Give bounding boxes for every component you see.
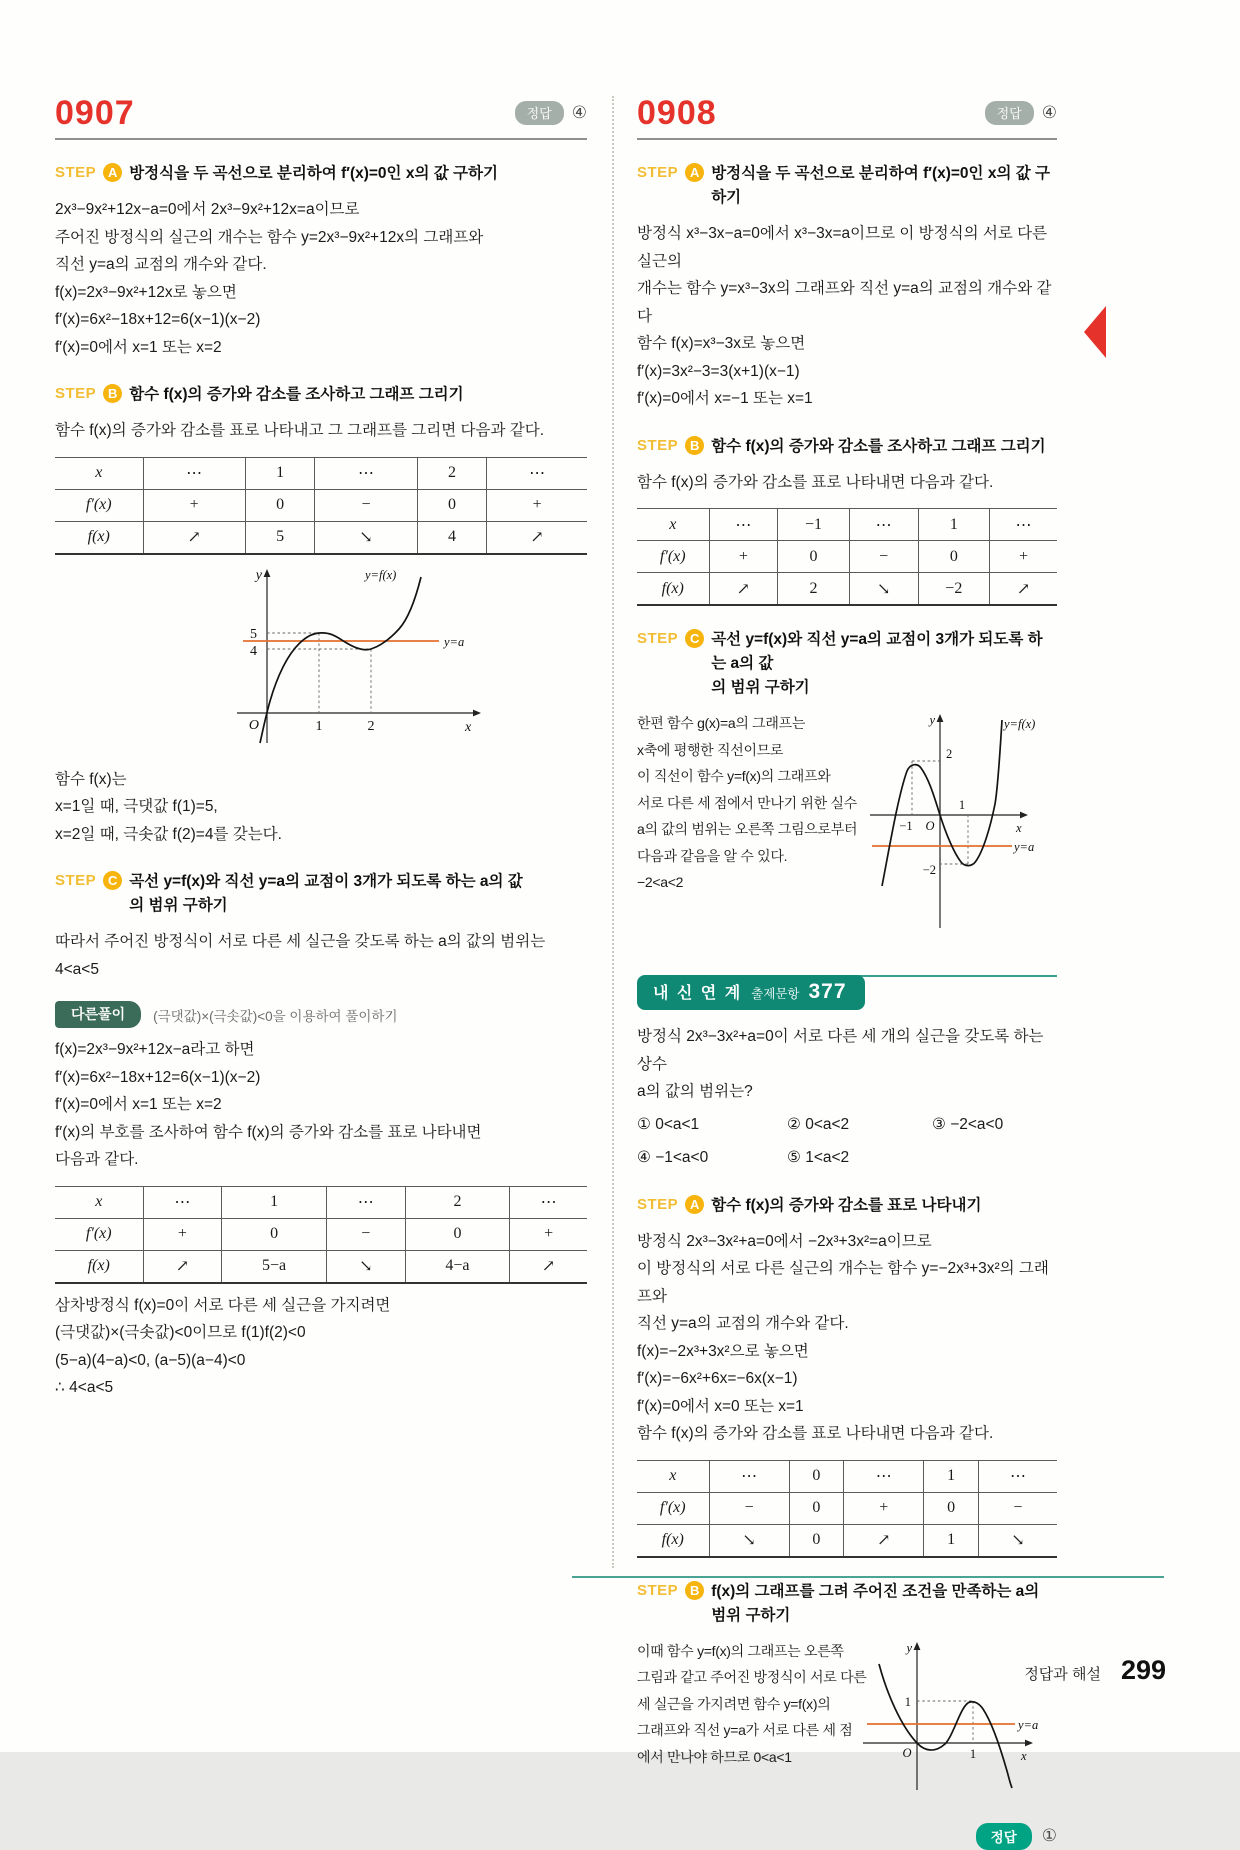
text-line: 에서 만나야 하므로 0<a<1 bbox=[637, 1748, 792, 1765]
table-cell: ↗ bbox=[143, 521, 245, 554]
choice-item: ① 0<a<1 bbox=[637, 1115, 700, 1133]
text-line: 함수 f(x)의 증가와 감소를 표로 나타내면 다음과 같다. bbox=[637, 1425, 994, 1442]
problem-number: 0907 bbox=[55, 94, 135, 132]
alt-solution-badge: 다른풀이 bbox=[55, 1001, 141, 1028]
table-cell: 0 bbox=[405, 1218, 509, 1250]
step-a-heading bbox=[637, 162, 1057, 210]
table-header-cell: f′(x) bbox=[637, 541, 709, 573]
graph-label: 2 bbox=[367, 718, 375, 734]
table-cell: 1 bbox=[245, 457, 315, 489]
line-label: y=a bbox=[1014, 840, 1035, 854]
table-row bbox=[55, 489, 587, 521]
badge-name: 내 신 연 계 bbox=[653, 985, 743, 1002]
table-cell: 2 bbox=[417, 457, 487, 489]
text-line: 따라서 주어진 방정식이 서로 다른 세 실근을 갖도록 하는 a의 값의 범위는 bbox=[55, 933, 546, 950]
answer-badge bbox=[515, 101, 587, 130]
table-cell: + bbox=[510, 1218, 587, 1250]
step-label: STEP bbox=[637, 1195, 679, 1213]
step-letter-badge: C bbox=[685, 629, 704, 648]
table-cell: − bbox=[315, 489, 417, 521]
step-a-heading bbox=[637, 1194, 1057, 1218]
table-header-cell: f(x) bbox=[55, 1250, 143, 1283]
line-label: y=a bbox=[1018, 1717, 1039, 1732]
step-label: STEP bbox=[55, 872, 97, 889]
page-footer bbox=[1024, 1655, 1166, 1686]
table-cell: ↗ bbox=[990, 573, 1057, 606]
answer-choice: ④ bbox=[1041, 103, 1057, 122]
text-line: f(x)=−2x³+3x²으로 놓으면 bbox=[637, 1342, 809, 1360]
table-cell: + bbox=[844, 1492, 924, 1524]
text-line: 이 방정식의 서로 다른 실근의 개수는 함수 y=−2x³+3x²의 그래프와 bbox=[637, 1260, 1049, 1305]
table-cell: ↘ bbox=[326, 1250, 405, 1283]
text-line: 다음과 같음을 알 수 있다. bbox=[637, 847, 788, 864]
increase-decrease-table-2 bbox=[55, 1186, 587, 1284]
step-letter-badge: A bbox=[685, 1195, 704, 1214]
table-header-cell: x bbox=[55, 1186, 143, 1218]
text-line: x=1일 때, 극댓값 f(1)=5, bbox=[55, 798, 218, 815]
text-line: f′(x)=6x²−18x+12=6(x−1)(x−2) bbox=[55, 1068, 261, 1086]
table-row bbox=[637, 1492, 1057, 1524]
text-line: 그림과 같고 주어진 방정식이 서로 다른 bbox=[637, 1669, 867, 1685]
footer-label: 정답과 해설 bbox=[1024, 1666, 1101, 1683]
choice-item: ③ −2<a<0 bbox=[932, 1115, 1004, 1133]
graph-axis-label: y bbox=[255, 567, 262, 583]
table-cell: ⋯ bbox=[510, 1186, 587, 1218]
table-cell: 1 bbox=[924, 1460, 979, 1492]
step-label: STEP bbox=[637, 436, 679, 454]
table-cell: 4 bbox=[417, 521, 487, 554]
question-line: a의 값의 범위는? bbox=[637, 1083, 753, 1100]
text-line: f′(x)=0에서 x=1 또는 x=2 bbox=[55, 338, 222, 356]
table-cell: − bbox=[849, 541, 918, 573]
curve-label: y=f(x) bbox=[365, 567, 397, 582]
table-header-cell: f(x) bbox=[55, 521, 143, 554]
footer-page-number: 299 bbox=[1120, 1655, 1166, 1685]
table-header-cell: f(x) bbox=[637, 1524, 709, 1557]
text-line: −2<a<2 bbox=[637, 874, 684, 890]
table-cell: 2 bbox=[778, 573, 850, 606]
text-line: 다음과 같다. bbox=[55, 1151, 139, 1168]
graph-origin-label: O bbox=[248, 717, 259, 733]
choice-item: ⑤ 1<a<2 bbox=[787, 1148, 850, 1166]
table-row bbox=[55, 457, 587, 489]
table-cell: 1 bbox=[222, 1186, 326, 1218]
table-header-cell: f(x) bbox=[637, 573, 709, 606]
step-label: STEP bbox=[55, 385, 97, 402]
step-title: 방정식을 두 곡선으로 분리하여 f′(x)=0인 x의 값 구하기 bbox=[129, 165, 498, 182]
table-cell: 5 bbox=[245, 521, 315, 554]
answer-pill: 정답 bbox=[976, 1823, 1032, 1850]
text-line: 서로 다른 세 점에서 만나기 위한 실수 bbox=[637, 794, 857, 811]
table-row bbox=[637, 1460, 1057, 1492]
table-cell: + bbox=[143, 1218, 222, 1250]
text-line: a의 값의 범위는 오른쪽 그림으로부터 bbox=[637, 821, 858, 837]
column-left bbox=[55, 96, 587, 1402]
text-line: f(x)=2x³−9x²+12x−a라고 하면 bbox=[55, 1041, 255, 1058]
choice-item: ④ −1<a<0 bbox=[637, 1148, 709, 1166]
table-header-cell: f′(x) bbox=[637, 1492, 709, 1524]
table-header-cell: x bbox=[637, 1460, 709, 1492]
table-cell: 5−a bbox=[222, 1250, 326, 1283]
table-cell: + bbox=[487, 489, 587, 521]
problem-0908-header bbox=[637, 96, 1057, 140]
table-cell: ↗ bbox=[487, 521, 587, 554]
table-cell: − bbox=[326, 1218, 405, 1250]
graph-label: 1 bbox=[958, 798, 966, 812]
graph-axis-label: x bbox=[1016, 821, 1022, 835]
step-title: 방정식을 두 곡선으로 분리하여 f′(x)=0인 x의 값 구하기 bbox=[711, 165, 1050, 206]
step-letter-badge: B bbox=[685, 1581, 704, 1600]
table-cell: ↘ bbox=[849, 573, 918, 606]
text-line: x축에 평행한 직선이므로 bbox=[637, 741, 784, 758]
linked-problem-banner bbox=[637, 975, 1057, 1009]
table-cell: + bbox=[709, 541, 778, 573]
table-cell: ↗ bbox=[709, 573, 778, 606]
step-label: STEP bbox=[55, 164, 97, 181]
table-cell: −2 bbox=[918, 573, 990, 606]
text-line: f′(x)=3x²−3=3(x+1)(x−1) bbox=[637, 362, 800, 380]
table-header-cell: f′(x) bbox=[55, 489, 143, 521]
text-line: 한편 함수 g(x)=a의 그래프는 bbox=[637, 715, 806, 731]
step-title: 함수 f(x)의 증가와 감소를 조사하고 그래프 그리기 bbox=[129, 386, 464, 403]
step-title: 함수 f(x)의 증가와 감소를 조사하고 그래프 그리기 bbox=[711, 437, 1046, 455]
column-divider bbox=[612, 96, 614, 1568]
graph-label: 1 bbox=[315, 718, 323, 734]
column-right bbox=[637, 96, 1057, 1850]
text-line: f′(x)=6x²−18x+12=6(x−1)(x−2) bbox=[55, 311, 261, 328]
graph-label: 1 bbox=[904, 1694, 911, 1709]
text-line: ∴ 4<a<5 bbox=[55, 1379, 114, 1396]
table-cell: 0 bbox=[924, 1492, 979, 1524]
table-cell: 0 bbox=[245, 489, 315, 521]
table-cell: 4−a bbox=[405, 1250, 509, 1283]
table-cell: − bbox=[978, 1492, 1057, 1524]
text-line: f′(x)=0에서 x=1 또는 x=2 bbox=[55, 1096, 222, 1113]
table-cell: 0 bbox=[417, 489, 487, 521]
table-cell: 2 bbox=[405, 1186, 509, 1218]
graph-0907 bbox=[207, 563, 587, 760]
table-cell: + bbox=[990, 541, 1057, 573]
line-label: y=a bbox=[444, 634, 465, 649]
question-line: 방정식 2x³−3x²+a=0이 서로 다른 세 개의 실근을 갖도록 하는 상수 bbox=[637, 1028, 1044, 1073]
step-title: 곡선 y=f(x)와 직선 y=a의 교점이 3개가 되도록 하는 a의 값 의 범위 구하기 bbox=[129, 873, 523, 914]
page-edge-marker bbox=[1084, 306, 1106, 358]
text-line: 삼차방정식 f(x)=0이 서로 다른 세 실근을 가지려면 bbox=[55, 1296, 391, 1314]
graph-label: 5 bbox=[250, 626, 257, 642]
table-cell: ⋯ bbox=[978, 1460, 1057, 1492]
table-cell: ⋯ bbox=[709, 1460, 789, 1492]
table-cell: ↗ bbox=[510, 1250, 587, 1283]
text-line: 이 직선이 함수 y=f(x)의 그래프와 bbox=[637, 768, 831, 784]
step-label: STEP bbox=[637, 164, 679, 181]
stepb-text bbox=[637, 1638, 867, 1771]
text-line: 방정식 2x³−3x²+a=0에서 −2x³+3x²=a이므로 bbox=[637, 1232, 932, 1250]
step-letter-badge: B bbox=[685, 436, 704, 455]
step-a-heading bbox=[55, 162, 587, 186]
graph-label: 4 bbox=[250, 643, 257, 659]
graph-axis-label: x bbox=[1021, 1748, 1027, 1763]
text-line: 세 실근을 가지려면 함수 y=f(x)의 bbox=[637, 1695, 831, 1712]
linked-problem-badge bbox=[637, 975, 865, 1010]
choice-list bbox=[637, 1110, 1057, 1172]
table-cell: 0 bbox=[789, 1460, 844, 1492]
increase-decrease-table-3 bbox=[637, 508, 1057, 606]
answer-row bbox=[637, 1823, 1057, 1850]
curve-label: y=f(x) bbox=[1004, 717, 1036, 731]
table-cell: ⋯ bbox=[990, 509, 1057, 541]
graph-axis-label: y bbox=[906, 1640, 912, 1655]
table-cell: ↘ bbox=[709, 1524, 789, 1557]
table-cell: 1 bbox=[918, 509, 990, 541]
table-row bbox=[637, 573, 1057, 606]
step-letter-badge: C bbox=[103, 871, 122, 890]
increase-decrease-table-1 bbox=[55, 457, 587, 555]
step-letter-badge: A bbox=[103, 163, 122, 182]
answer-choice: ④ bbox=[571, 103, 587, 122]
step-letter-badge: B bbox=[103, 384, 122, 403]
text-line: x=2일 때, 극솟값 f(2)=4를 갖는다. bbox=[55, 825, 282, 843]
table-cell: 1 bbox=[924, 1524, 979, 1557]
table-row bbox=[637, 541, 1057, 573]
table-header-cell: x bbox=[637, 509, 709, 541]
table-cell: ⋯ bbox=[487, 457, 587, 489]
text-line: f′(x)=0에서 x=−1 또는 x=1 bbox=[637, 390, 813, 407]
badge-number: 377 bbox=[808, 980, 847, 1003]
table-cell: 0 bbox=[789, 1492, 844, 1524]
step-title: f(x)의 그래프를 그려 주어진 조건을 만족하는 a의 범위 구하기 bbox=[711, 1582, 1040, 1624]
text-line: 이때 함수 y=f(x)의 그래프는 오른쪽 bbox=[637, 1642, 844, 1659]
table-cell: ↘ bbox=[978, 1524, 1057, 1557]
text-line: 함수 f(x)=x³−3x로 놓으면 bbox=[637, 335, 806, 352]
step-label: STEP bbox=[637, 1581, 679, 1599]
step-b-heading bbox=[637, 435, 1057, 459]
answer-choice: ① bbox=[1041, 1826, 1057, 1845]
table-cell: ↗ bbox=[844, 1524, 924, 1557]
table-cell: −1 bbox=[778, 509, 850, 541]
text-line: 방정식 x³−3x−a=0에서 x³−3x=a이므로 이 방정식의 서로 다른 실근의 bbox=[637, 225, 1048, 270]
problem-number: 0908 bbox=[637, 94, 717, 132]
text-line: f′(x)의 부호를 조사하여 함수 f(x)의 증가와 감소를 표로 나타내면 bbox=[55, 1123, 482, 1141]
step-c-heading bbox=[55, 870, 587, 918]
text-line: (5−a)(4−a)<0, (a−5)(a−4)<0 bbox=[55, 1351, 246, 1369]
graph-label: −2 bbox=[922, 863, 936, 877]
table-cell: ⋯ bbox=[849, 509, 918, 541]
table-cell: ⋯ bbox=[143, 457, 245, 489]
badge-subtitle: 출제문항 bbox=[751, 987, 800, 1001]
table-cell: ↘ bbox=[315, 521, 417, 554]
table-cell: − bbox=[709, 1492, 789, 1524]
text-line: f′(x)=−6x²+6x=−6x(x−1) bbox=[637, 1370, 798, 1387]
table-cell: + bbox=[143, 489, 245, 521]
text-line: (극댓값)×(극솟값)<0이므로 f(1)f(2)<0 bbox=[55, 1324, 306, 1341]
section-end-line bbox=[572, 1576, 1164, 1578]
table-header-cell: f′(x) bbox=[55, 1218, 143, 1250]
graph-0908 bbox=[862, 710, 1057, 945]
step-title: 함수 f(x)의 증가와 감소를 표로 나타내기 bbox=[711, 1196, 982, 1214]
table-cell: 0 bbox=[778, 541, 850, 573]
step-title: 곡선 y=f(x)와 직선 y=a의 교점이 3개가 되도록 하는 a의 값 의 범위 구하기 bbox=[711, 631, 1043, 696]
alternative-solution-heading bbox=[55, 1001, 587, 1028]
graph-label: 2 bbox=[946, 747, 953, 761]
step-label: STEP bbox=[637, 630, 679, 647]
choice-item: ② 0<a<2 bbox=[787, 1115, 850, 1133]
text-line: 개수는 함수 y=x³−3x의 그래프와 직선 y=a의 교점의 개수와 같다 bbox=[637, 280, 1052, 325]
text-line: 함수 f(x)는 bbox=[55, 770, 127, 788]
graph-label: 1 bbox=[969, 1746, 977, 1761]
text-line: 4<a<5 bbox=[55, 960, 99, 978]
table-cell: ⋯ bbox=[315, 457, 417, 489]
table-cell: ↗ bbox=[143, 1250, 222, 1283]
graph-origin-label: O bbox=[925, 819, 935, 833]
stepc-text bbox=[637, 710, 858, 896]
step-b-heading bbox=[637, 1580, 1057, 1628]
answer-badge bbox=[985, 101, 1057, 130]
text-line: 주어진 방정식의 실근의 개수는 함수 y=2x³−9x²+12x의 그래프와 bbox=[55, 228, 484, 246]
table-cell: ⋯ bbox=[709, 509, 778, 541]
table-cell: ⋯ bbox=[844, 1460, 924, 1492]
table-row bbox=[55, 1250, 587, 1283]
answer-pill: 정답 bbox=[985, 101, 1034, 125]
stepb-text-and-graph bbox=[637, 1638, 1057, 1803]
table-row bbox=[637, 509, 1057, 541]
problem-0907-header bbox=[55, 96, 587, 140]
step-b-heading bbox=[55, 383, 587, 407]
text-line: 2x³−9x²+12x−a=0에서 2x³−9x²+12x=a이므로 bbox=[55, 201, 360, 218]
text-line: 직선 y=a의 교점의 개수와 같다. bbox=[637, 1315, 849, 1332]
answer-pill: 정답 bbox=[515, 101, 564, 125]
increase-decrease-table-4 bbox=[637, 1460, 1057, 1558]
table-cell: ⋯ bbox=[326, 1186, 405, 1218]
graph-label: −1 bbox=[899, 819, 913, 833]
text-line: 함수 f(x)의 증가와 감소를 표로 나타내면 다음과 같다. bbox=[637, 473, 994, 491]
stepc-text-and-graph bbox=[637, 710, 1057, 945]
text-line: 그래프와 직선 y=a가 서로 다른 세 점 bbox=[637, 1722, 853, 1738]
graph-origin-label: O bbox=[902, 1745, 912, 1760]
text-line: 함수 f(x)의 증가와 감소를 표로 나타내고 그 그래프를 그리면 다음과 같다. bbox=[55, 422, 544, 439]
table-cell: 0 bbox=[918, 541, 990, 573]
table-cell: ⋯ bbox=[143, 1186, 222, 1218]
graph-axis-label: x bbox=[465, 719, 472, 735]
table-cell: 0 bbox=[222, 1218, 326, 1250]
table-row bbox=[637, 1524, 1057, 1557]
table-cell: 0 bbox=[789, 1524, 844, 1557]
alt-solution-caption: (극댓값)×(극솟값)<0을 이용하여 풀이하기 bbox=[153, 1008, 398, 1024]
step-letter-badge: A bbox=[685, 163, 704, 182]
table-row bbox=[55, 521, 587, 554]
table-header-cell: x bbox=[55, 457, 143, 489]
text-line: f′(x)=0에서 x=0 또는 x=1 bbox=[637, 1397, 804, 1415]
text-line: 직선 y=a의 교점의 개수와 같다. bbox=[55, 256, 267, 273]
step-c-heading bbox=[637, 628, 1057, 700]
table-row bbox=[55, 1186, 587, 1218]
text-line: f(x)=2x³−9x²+12x로 놓으면 bbox=[55, 283, 237, 301]
graph-axis-label: y bbox=[929, 713, 935, 727]
table-row bbox=[55, 1218, 587, 1250]
